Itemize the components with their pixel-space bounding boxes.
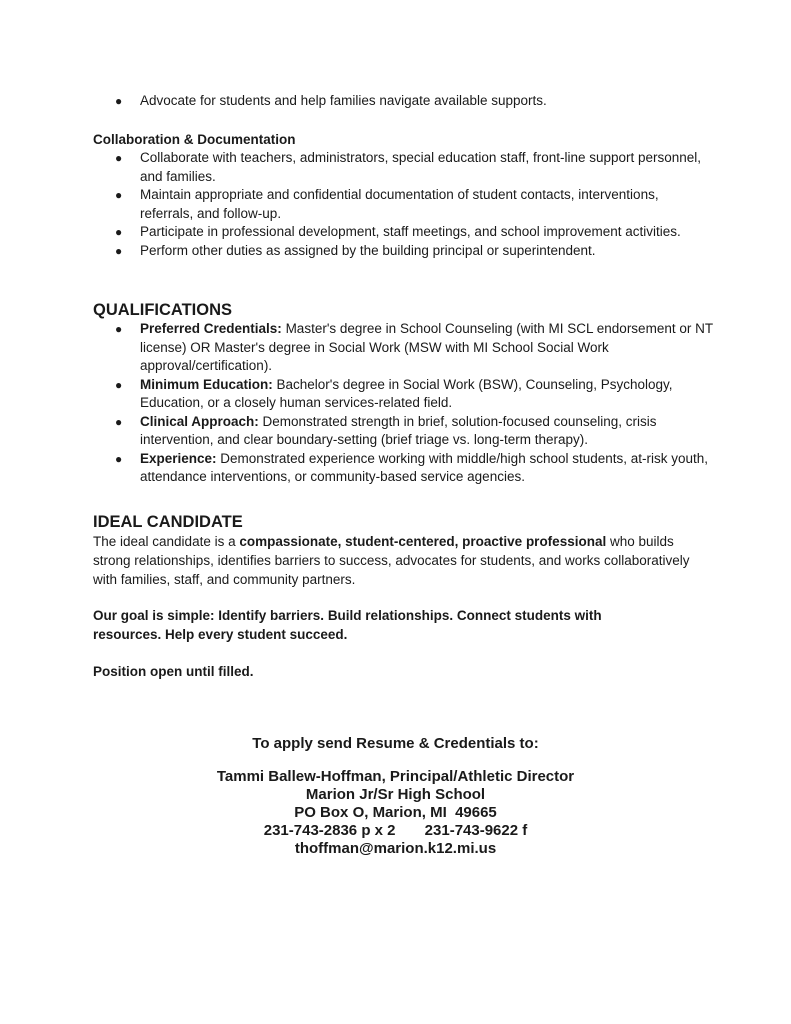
ideal-text-lead: The ideal candidate is a <box>93 534 240 549</box>
list-item <box>93 223 713 242</box>
list-item-label: Minimum Education: <box>140 376 273 392</box>
goal-section <box>93 606 653 644</box>
list-item-text: Perform other duties as assigned by the building principal or superintendent. <box>140 242 596 258</box>
list-item <box>93 320 713 376</box>
list-item-text: Demonstrated strength in brief, solution-focused counseling, crisis intervention, and clear boundary-setting (brief triage vs. long-term therapy). <box>140 413 657 447</box>
bullet-icon: ● <box>115 188 123 202</box>
contact-address: PO Box O, Marion, MI 49665 <box>294 804 497 821</box>
ideal-candidate-section <box>93 512 693 589</box>
contact-block <box>0 768 791 858</box>
list-item <box>93 92 713 111</box>
contact-phone: 231-743-2836 p x 2 231-743-9622 f <box>263 822 528 839</box>
ideal-candidate-heading: IDEAL CANDIDATE <box>93 513 243 531</box>
ideal-candidate-paragraph <box>93 532 693 589</box>
qualifications-section <box>93 300 713 487</box>
bullet-icon: ● <box>115 377 123 392</box>
list-item <box>93 376 713 413</box>
list-item <box>93 413 713 450</box>
list-item <box>93 149 713 186</box>
apply-intro <box>0 735 791 753</box>
ideal-text-emphasis: compassionate, student-centered, proactive professional <box>239 534 607 549</box>
list-item-text: Participate in professional development, staff meetings, and school improvement activities. <box>140 224 681 239</box>
bullet-icon: ● <box>115 322 123 336</box>
ideal-text-tail: who builds strong relationships, identifies barriers to success, advocates for students, and works collaboratively with families, staff, and community partners. <box>93 534 690 587</box>
list-item <box>93 186 713 223</box>
list-item-label: Experience: <box>140 450 217 466</box>
bullet-icon: ● <box>115 94 123 108</box>
collaboration-heading: Collaboration & Documentation <box>93 132 296 147</box>
contact-email: thoffman@marion.k12.mi.us <box>294 840 497 857</box>
bullet-icon: ● <box>115 243 123 258</box>
bullet-icon: ● <box>115 225 123 239</box>
contact-name: Tammi Ballew-Hoffman, Principal/Athletic Director <box>216 768 575 785</box>
list-item-label: Preferred Credentials: <box>140 321 282 336</box>
bullet-icon: ● <box>115 151 123 165</box>
goal-statement: Our goal is simple: Identify barriers. Build relationships. Connect students with resources. Help every student succeed. <box>93 608 602 642</box>
position-open-note: Position open until filled. <box>93 664 254 679</box>
bullet-icon: ● <box>115 451 123 466</box>
contact-school: Marion Jr/Sr High School <box>305 786 486 803</box>
qualifications-heading: QUALIFICATIONS <box>93 301 233 319</box>
list-item <box>93 450 713 487</box>
list-item-text: Bachelor's degree in Social Work (BSW), Counseling, Psychology, Education, or a closely human services-related field. <box>140 376 673 410</box>
list-item-label: Clinical Approach: <box>140 413 259 429</box>
list-item-text: Master's degree in School Counseling (with MI SCL endorsement or NT license) OR Master's degree in Social Work (MSW with MI School Social Work approval/certification). <box>140 321 713 373</box>
list-item <box>93 242 713 261</box>
list-item-text: Advocate for students and help families navigate available supports. <box>140 93 547 108</box>
list-item-text: Maintain appropriate and confidential documentation of student contacts, interventions, referrals, and follow-up. <box>140 187 659 221</box>
list-item-text: Demonstrated experience working with middle/high school students, at-risk youth, attendance interventions, or community-based service agencies. <box>140 450 709 484</box>
top-bullet-list <box>93 92 713 111</box>
bullet-icon: ● <box>115 414 123 429</box>
apply-intro-text: To apply send Resume & Credentials to: <box>252 735 539 752</box>
position-open-section <box>93 662 713 681</box>
collaboration-section <box>93 130 713 260</box>
list-item-text: Collaborate with teachers, administrators, special education staff, front-line support personnel, and families. <box>140 150 702 184</box>
